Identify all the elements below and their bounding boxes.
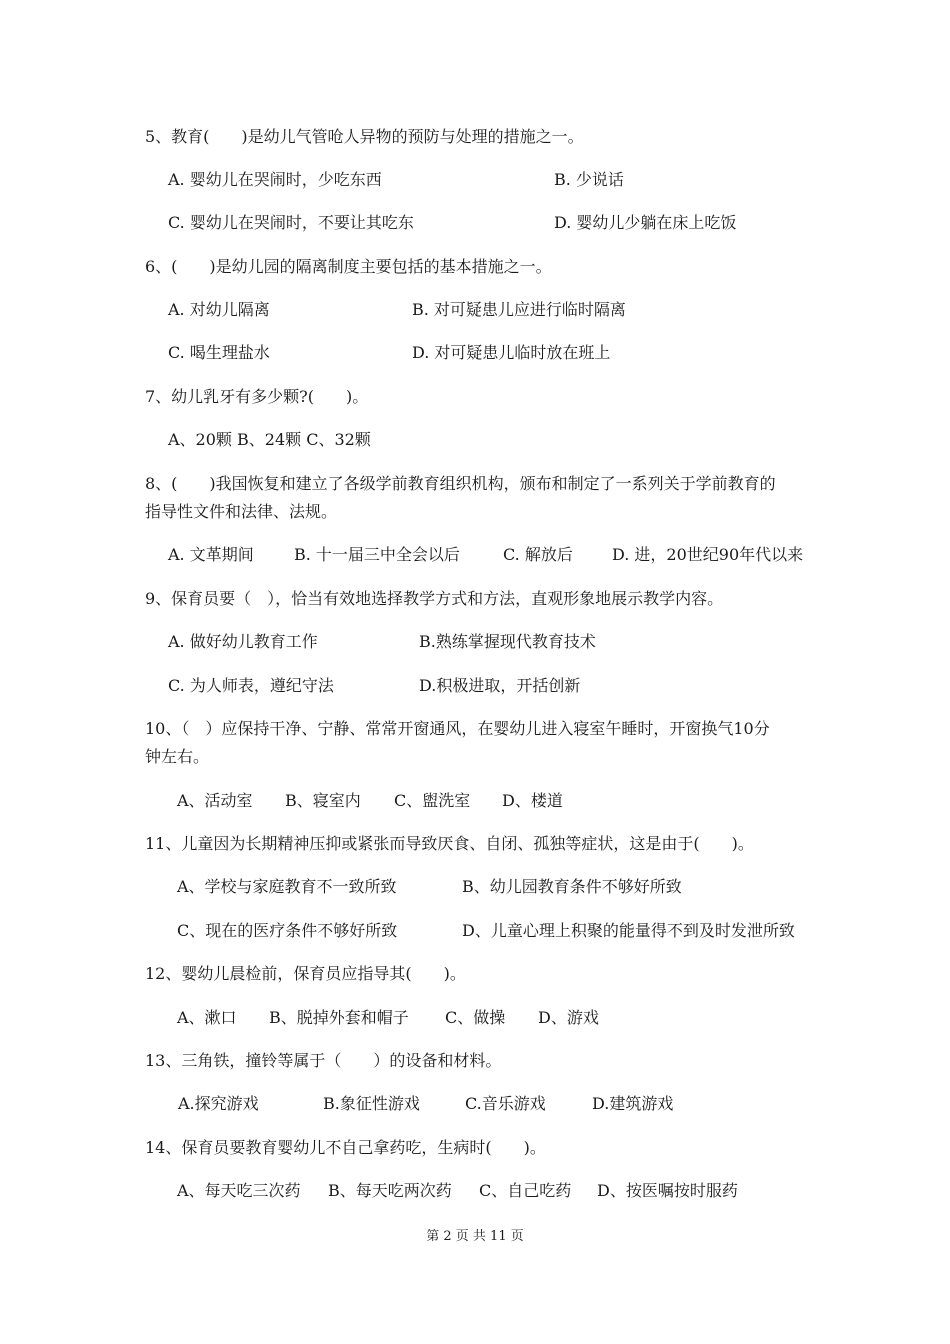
option-c: C、自己吃药 — [479, 1181, 572, 1200]
option-c: C.音乐游戏 — [465, 1094, 546, 1113]
option-a: A、漱口 — [177, 1008, 237, 1027]
option-c: C. 喝生理盐水 — [168, 343, 270, 362]
question-11-stem: 11、儿童因为长期精神压抑或紧张而导致厌食、自闭、孤独等症状，这是由于( )。 — [145, 834, 754, 853]
option-d: D.建筑游戏 — [592, 1094, 674, 1113]
option-d: D、按医嘱按时服药 — [597, 1181, 738, 1200]
option-c: C. 解放后 — [503, 545, 573, 564]
option-b: B、寝室内 — [285, 791, 361, 810]
question-5-stem: 5、教育( )是幼儿气管呛人异物的预防与处理的措施之一。 — [145, 127, 584, 146]
option-a: A. 文革期间 — [168, 545, 254, 564]
option-b: B.熟练掌握现代教育技术 — [419, 632, 596, 651]
option-line: A、20颗 B、24颗 C、32颗 — [168, 430, 371, 449]
option-b: B.象征性游戏 — [323, 1094, 420, 1113]
option-b: B. 十一届三中全会以后 — [294, 545, 460, 564]
option-a: A. 做好幼儿教育工作 — [168, 632, 318, 651]
option-a: A.探究游戏 — [178, 1094, 259, 1113]
question-8-stem: 8、( )我国恢复和建立了各级学前教育组织机构，颁布和制定了一系列关于学前教育的 — [145, 474, 776, 493]
option-d: D、游戏 — [538, 1008, 599, 1027]
question-10-stem: 10、（ ）应保持干净、宁静、常常开窗通风，在婴幼儿进入寝室午睡时，开窗换气10分 — [145, 719, 770, 738]
option-a: A、学校与家庭教育不一致所致 — [177, 877, 397, 896]
question-10-stem-continued: 钟左右。 — [145, 747, 210, 766]
option-d: D. 对可疑患儿临时放在班上 — [412, 343, 611, 362]
option-a: A、活动室 — [177, 791, 253, 810]
option-c: C、盥洗室 — [394, 791, 471, 810]
option-c: C、现在的医疗条件不够好所致 — [177, 921, 398, 940]
question-13-stem: 13、三角铁，撞铃等属于（ ）的设备和材料。 — [145, 1051, 502, 1070]
option-b: B、幼儿园教育条件不够好所致 — [462, 877, 682, 896]
question-7-stem: 7、幼儿乳牙有多少颗?( )。 — [145, 387, 369, 406]
question-14-stem: 14、保育员要教育婴幼儿不自己拿药吃，生病时( )。 — [145, 1138, 546, 1157]
question-6-stem: 6、( )是幼儿园的隔离制度主要包括的基本措施之一。 — [145, 257, 552, 276]
option-d: D、儿童心理上积聚的能量得不到及时发泄所致 — [462, 921, 795, 940]
option-b: B. 对可疑患儿应进行临时隔离 — [412, 300, 626, 319]
option-b: B、脱掉外套和帽子 — [269, 1008, 409, 1027]
option-d: D. 婴幼儿少躺在床上吃饭 — [554, 213, 737, 232]
option-c: C. 婴幼儿在哭闹时，不要让其吃东 — [168, 213, 414, 232]
question-9-stem: 9、保育员要（ ），恰当有效地选择教学方式和方法，直观形象地展示教学内容。 — [145, 589, 724, 608]
option-a: A、每天吃三次药 — [177, 1181, 301, 1200]
option-c: C. 为人师表，遵纪守法 — [168, 676, 334, 695]
option-d: D. 进，20世纪90年代以来 — [612, 545, 804, 564]
option-d: D、楼道 — [502, 791, 563, 810]
option-b: B、每天吃两次药 — [328, 1181, 452, 1200]
question-8-stem-continued: 指导性文件和法律、法规。 — [145, 502, 338, 521]
question-12-stem: 12、婴幼儿晨检前，保育员应指导其( )。 — [145, 964, 466, 983]
option-a: A. 婴幼儿在哭闹时，少吃东西 — [168, 170, 382, 189]
option-a: A. 对幼儿隔离 — [168, 300, 270, 319]
page-footer: 第 2 页 共 11 页 — [426, 1229, 524, 1244]
option-b: B. 少说话 — [554, 170, 624, 189]
option-d: D.积极进取，开括创新 — [419, 676, 581, 695]
option-c: C、做操 — [445, 1008, 506, 1027]
